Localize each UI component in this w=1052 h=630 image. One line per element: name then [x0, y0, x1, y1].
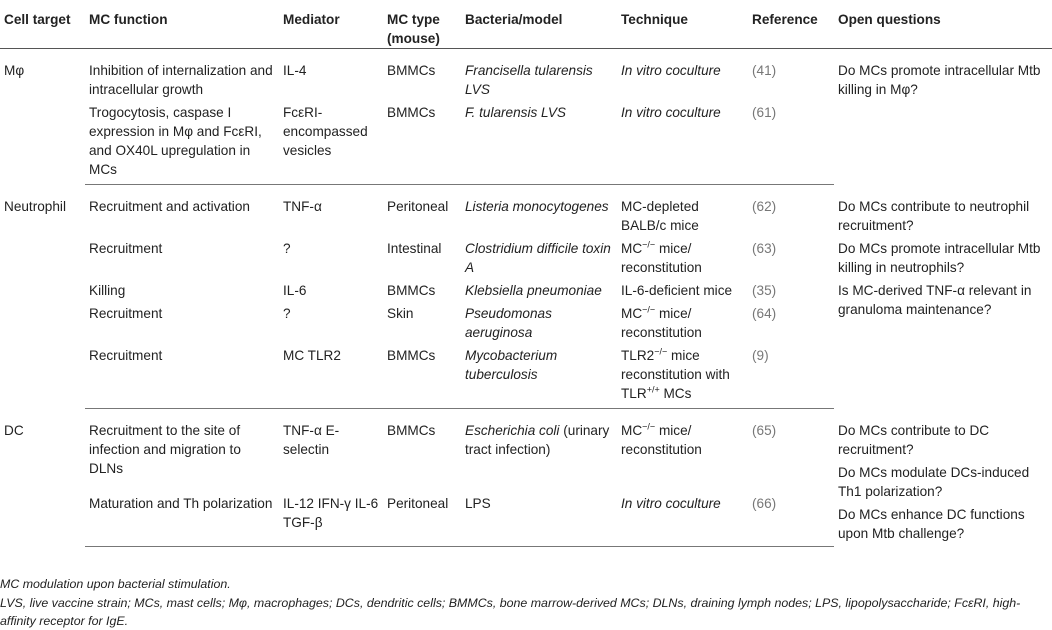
mc-type-cell: BMMCs — [383, 342, 461, 409]
group-dendritic-cell — [0, 409, 1052, 547]
footnote-modulation: MC modulation upon bacterial stimulation. — [0, 577, 231, 591]
bacteria-cell: LPS — [461, 490, 617, 546]
group-neutrophil — [0, 185, 1052, 409]
bacteria-cell: Clostridium difficile toxin A — [465, 241, 611, 275]
header-mediator: Mediator — [283, 12, 340, 27]
mediator-cell: ? — [283, 241, 291, 256]
cell-target: DC — [4, 422, 24, 438]
mc-function-cell: Maturation and Th polarization — [85, 490, 279, 546]
reference-cell: (63) — [752, 241, 777, 256]
mc-type-cell: BMMCs — [387, 423, 436, 438]
mc-type-cell: Peritoneal — [383, 490, 461, 546]
open-question: Is MC-derived TNF-α relevant in granuloma maintenance? — [838, 282, 1032, 317]
technique-cell: In vitro coculture — [621, 63, 721, 78]
header-cell-target: Cell target — [4, 12, 71, 27]
mediator-cell: IL-6 — [283, 283, 307, 298]
technique-cell: MC−/− mice/ reconstitution — [621, 239, 702, 275]
reference-cell: (9) — [748, 342, 834, 409]
open-question: Do MCs enhance DC functions upon Mtb challenge? — [838, 506, 1025, 541]
technique-cell: In vitro coculture — [617, 490, 748, 546]
mc-type-cell: Peritoneal — [387, 199, 449, 214]
mc-function-cell: Recruitment — [89, 241, 163, 256]
open-questions-cell — [834, 185, 1052, 409]
bacteria-cell: Escherichia coli (urinary tract infection) — [465, 423, 610, 457]
open-question: Do MCs contribute to neutrophil recruitment? — [838, 198, 1030, 233]
mc-type-cell: BMMCs — [383, 99, 461, 185]
bacteria-cell: Pseudomonas aeruginosa — [465, 306, 552, 340]
mc-function-cell: Trogocytosis, caspase I expression in Mφ and FcεRI, and OX40L upregulation in MCs — [85, 99, 279, 185]
bacteria-cell: Francisella tularensis LVS — [465, 63, 593, 97]
mc-type-cell: Intestinal — [387, 241, 442, 256]
header-bacteria-model: Bacteria/model — [465, 12, 563, 27]
reference-cell: (61) — [748, 99, 834, 185]
group-macrophage — [0, 49, 1052, 185]
reference-cell: (41) — [752, 63, 777, 78]
reference-cell: (66) — [748, 490, 834, 546]
open-question: Do MCs modulate DCs-induced Th1 polarization? — [838, 464, 1030, 499]
mc-function-cell: Recruitment — [85, 342, 279, 409]
mc-type-cell: Skin — [387, 306, 414, 321]
reference-cell: (64) — [752, 306, 777, 321]
mediator-cell: IL-12 IFN-γ IL-6 TGF-β — [279, 490, 383, 546]
header-open-questions: Open questions — [838, 12, 941, 27]
reference-cell: (35) — [752, 283, 777, 298]
cell-target: Mφ — [4, 63, 25, 78]
mediator-cell: IL-4 — [283, 63, 307, 78]
header-row — [0, 2, 1052, 49]
mc-function-cell: Killing — [89, 283, 126, 298]
footnote-abbreviations: LVS, live vaccine strain; MCs, mast cells; Mφ, macrophages; DCs, dendritic cells; BMMCs, bone marrow-derived MCs; DLNs, draining lymph nodes; LPS, lipopolysaccharide; FcεRI, high-affinity receptor for IgE. — [0, 596, 1021, 628]
technique-cell: MC-depleted BALB/c mice — [621, 199, 699, 233]
mediator-cell: FcεRI-encompassed vesicles — [279, 99, 383, 185]
header-technique: Technique — [621, 12, 688, 27]
table-row — [0, 185, 1052, 236]
technique-cell: MC−/− mice/ reconstitution — [621, 421, 702, 457]
cell-target: Neutrophil — [4, 198, 66, 214]
mc-function-cell: Recruitment — [89, 306, 163, 321]
header-mc-function: MC function — [89, 12, 168, 27]
technique-cell: MC−/− mice/ reconstitution — [621, 304, 702, 340]
technique-cell: TLR2−/− mice reconstitution with TLR+/+ MCs — [617, 342, 748, 409]
mediator-cell: TNF-α E-selectin — [283, 423, 340, 457]
mc-function-cell: Inhibition of internalization and intracellular growth — [89, 63, 273, 97]
bacteria-cell: Listeria monocytogenes — [465, 199, 609, 214]
mc-function-cell: Recruitment to the site of infection and migration to DLNs — [89, 423, 241, 476]
open-questions-cell — [834, 49, 1052, 185]
technique-cell: In vitro coculture — [617, 99, 748, 185]
open-questions-cell — [834, 409, 1052, 547]
open-question: Do MCs contribute to DC recruitment? — [838, 422, 990, 457]
open-question: Do MCs promote intracellular Mtb killing in neutrophils? — [838, 240, 1041, 275]
bacteria-cell: Klebsiella pneumoniae — [465, 283, 602, 298]
header-reference: Reference — [752, 12, 818, 27]
mc-type-cell: BMMCs — [387, 283, 436, 298]
table-row — [0, 409, 1052, 491]
bacteria-cell: F. tularensis LVS — [461, 99, 617, 185]
mediator-cell: TNF-α — [283, 199, 322, 214]
open-question: Do MCs promote intracellular Mtb killing in Mφ? — [838, 63, 1041, 97]
table-row — [0, 49, 1052, 100]
mc-function-cell: Recruitment and activation — [89, 199, 250, 214]
mc-bacteria-table — [0, 2, 1052, 547]
reference-cell: (65) — [752, 423, 777, 438]
mediator-cell: ? — [283, 306, 291, 321]
header-mc-type: MC type (mouse) — [387, 12, 440, 46]
mediator-cell: MC TLR2 — [279, 342, 383, 409]
technique-cell: IL-6-deficient mice — [621, 283, 733, 298]
bacteria-cell: Mycobacterium tuberculosis — [461, 342, 617, 409]
mc-type-cell: BMMCs — [387, 63, 436, 78]
reference-cell: (62) — [752, 199, 777, 214]
